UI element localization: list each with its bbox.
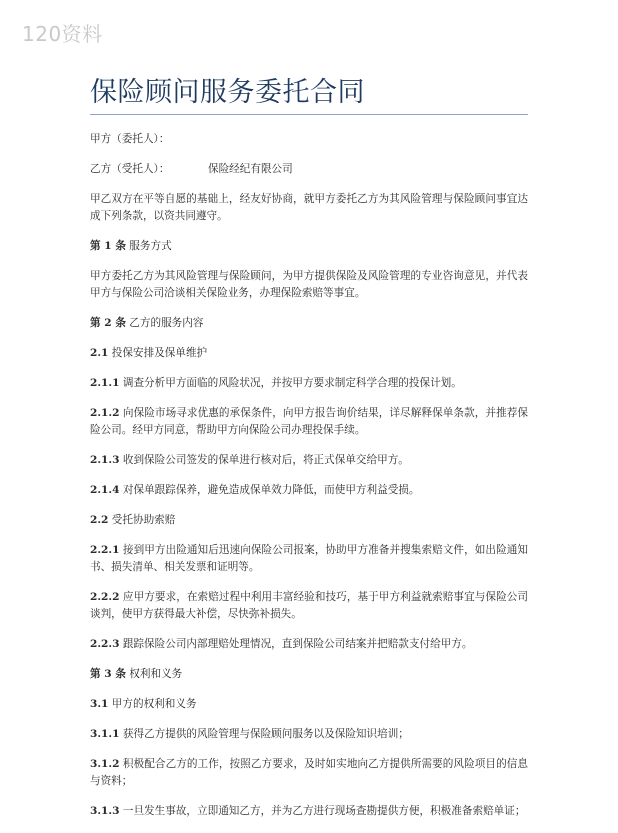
clause: 2.1.2 向保险市场寻求优惠的承保条件，向甲方报告询价结果，详尽解释保单条款，并推荐保险公司。经甲方同意，帮助甲方向保险公司办理投保手续。 [90, 407, 528, 436]
clause: 3.1.3 一旦发生事故，立即通知乙方，并为乙方进行现场查勘提供方便，积极准备索赔单证； [90, 805, 526, 817]
document-page [90, 70, 528, 833]
clause: 3.1.2 积极配合乙方的工作，按照乙方要求，及时如实地向乙方提供所需要的风险项目的信息与资料； [90, 758, 528, 787]
party-b-line [90, 161, 528, 178]
party-b-value: 保险经纪有限公司 [208, 163, 293, 175]
section-heading: 2.1 投保安排及保单维护 [90, 347, 208, 359]
article-heading: 第 3 条 权利和义务 [90, 668, 183, 680]
clause: 2.1.3 收到保险公司签发的保单进行核对后，将正式保单交给甲方。 [90, 454, 409, 466]
clause: 2.2.3 跟踪保险公司内部理赔处理情况，直到保险公司结案并把赔款支付给甲方。 [90, 638, 473, 650]
document-title: 保险顾问服务委托合同 [90, 70, 528, 115]
clause: 2.2.2 应甲方要求，在索赔过程中利用丰富经验和技巧，基于甲方利益就索赔事宜与保险公司谈判，使甲方获得最大补偿，尽快弥补损失。 [90, 591, 528, 620]
watermark: 120资料 [22, 22, 103, 46]
party-b-label: 乙方（受托人）： [90, 163, 170, 175]
article-heading: 第 1 条 服务方式 [90, 240, 172, 252]
clause: 3.1.1 获得乙方提供的风险管理与保险顾问服务以及保险知识培训； [90, 728, 409, 740]
clause: 2.1.1 调查分析甲方面临的风险状况，并按甲方要求制定科学合理的投保计划。 [90, 377, 462, 389]
section-heading: 2.2 受托协助索赔 [90, 514, 176, 526]
party-a-line [90, 131, 528, 148]
document-body [90, 131, 528, 820]
clause: 2.2.1 接到甲方出险通知后迅速向保险公司报案，协助甲方准备并搜集索赔文件，如出险通知书、损失清单、相关发票和证明等。 [90, 544, 528, 573]
clause: 2.1.4 对保单跟踪保养，避免造成保单效力降低，而使甲方利益受损。 [90, 484, 420, 496]
paragraph: 甲方委托乙方为其风险管理与保险顾问，为甲方提供保险及风险管理的专业咨询意见，并代表甲方与保险公司洽谈相关保险业务，办理保险索赔等事宜。 [90, 270, 528, 299]
paragraph: 甲乙双方在平等自愿的基础上，经友好协商，就甲方委托乙方为其风险管理与保险顾问事宜达成下列条款，以资共同遵守。 [90, 193, 528, 222]
article-heading: 第 2 条 乙方的服务内容 [90, 317, 204, 329]
party-a-label: 甲方（委托人）： [90, 133, 170, 145]
section-heading: 3.1 甲方的权利和义务 [90, 698, 197, 710]
